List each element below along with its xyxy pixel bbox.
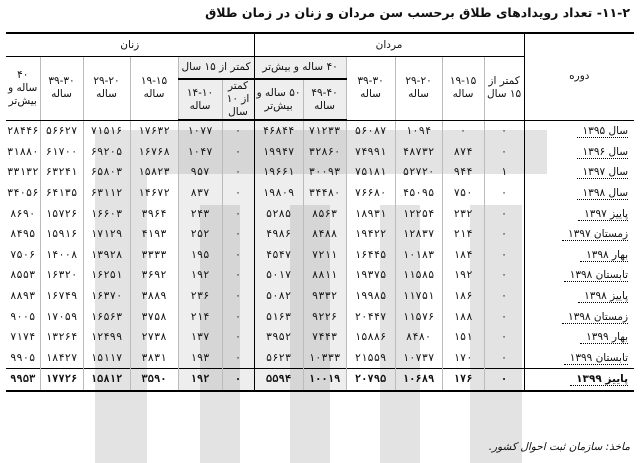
period-cell	[524, 327, 634, 348]
period-cell	[524, 348, 634, 369]
value-cell: ۱۸۴	[442, 245, 484, 266]
value-cell: ۲۳۶	[178, 286, 222, 307]
value-cell: ۱۶۷۴۹	[40, 286, 83, 307]
value-cell: ۱۷۰۵۹	[40, 306, 83, 327]
value-cell: ۱۹۸۰۹	[254, 183, 303, 204]
table-row	[6, 348, 634, 369]
value-cell: ۰	[222, 369, 254, 391]
value-cell: ۰	[484, 142, 524, 163]
period-label: زمستان ۱۳۹۷	[562, 228, 628, 241]
men-col-header: ۱۹-۱۵ ساله	[442, 57, 484, 121]
value-cell: ۱۸۴۲۷	[40, 348, 83, 369]
value-cell: ۳۸۳۱	[130, 348, 178, 369]
value-cell: ۱۹۳	[178, 348, 222, 369]
value-cell: ۹۹۵۳	[6, 369, 40, 391]
women-col-header: ۴۰ ساله و بیش‌تر	[6, 57, 40, 121]
value-cell: ۸۴۸۸	[303, 224, 346, 245]
value-cell: ۵۱۶۳	[254, 306, 303, 327]
value-cell: ۱۰۰۱۹	[303, 369, 346, 391]
period-label: پاییز ۱۳۹۸	[578, 290, 628, 303]
table-row	[6, 306, 634, 327]
period-cell	[524, 286, 634, 307]
value-cell: ۲۱۵۵۹	[346, 348, 395, 369]
women-col-header: ۱۴-۱۰ ساله	[178, 79, 222, 120]
value-cell: ۱۴۰۰۸	[40, 245, 83, 266]
value-cell: ۹۵۷	[178, 162, 222, 183]
value-cell: ۹۲۲۶	[303, 306, 346, 327]
value-cell: ۱۵۱	[442, 327, 484, 348]
period-cell	[524, 265, 634, 286]
value-cell: ۷۴۴۳	[303, 327, 346, 348]
value-cell: ۳۸۸۹	[130, 286, 178, 307]
period-label: بهار ۱۳۹۸	[580, 249, 628, 262]
value-cell: ۱۱۷۵۱	[395, 286, 442, 307]
value-cell: ۳۳۳۳	[130, 245, 178, 266]
value-cell: ۰	[442, 120, 484, 142]
value-cell: ۱۶۳۲۰	[40, 265, 83, 286]
women-under15-header: کمتر از ۱۵ سال	[178, 57, 254, 80]
value-cell: ۱۵۱۱۷	[83, 348, 130, 369]
value-cell: ۰	[222, 348, 254, 369]
value-cell: ۷۵۰	[442, 183, 484, 204]
value-cell: ۴۵۰۹۵	[395, 183, 442, 204]
value-cell: ۲۱۴	[178, 306, 222, 327]
value-cell: ۸۵۵۳	[10, 269, 36, 282]
table-row	[6, 369, 634, 391]
women-col-header: ۲۹-۲۰ ساله	[83, 57, 130, 121]
value-cell: ۱۸۶	[442, 286, 484, 307]
value-cell: ۱۳۷	[178, 327, 222, 348]
value-cell: ۳۲۸۶۰	[303, 142, 346, 163]
value-cell: ۸۴۸۰	[395, 327, 442, 348]
value-cell: ۵۶۲۳	[254, 348, 303, 369]
value-cell: ۵۵۹۴	[254, 369, 303, 391]
value-cell: ۱۵۸۸۶	[346, 327, 395, 348]
value-cell: ۷۵۰۶	[10, 248, 36, 261]
value-cell: ۳۶۹۲	[130, 265, 178, 286]
value-cell: ۰	[484, 183, 524, 204]
value-cell: ۱۰۴۷	[178, 142, 222, 163]
women-group-header: زنان	[6, 33, 254, 57]
value-cell: ۶۹۲۰۵	[83, 142, 130, 163]
period-cell	[524, 183, 634, 204]
period-cell	[524, 162, 634, 183]
women-col-header: ۱۹-۱۵ ساله	[130, 57, 178, 121]
value-cell: ۳۴۴۸۰	[303, 183, 346, 204]
value-cell: ۴۵۴۷	[254, 245, 303, 266]
value-cell: ۵۲۸۵	[254, 203, 303, 224]
table-row	[6, 224, 634, 245]
divorce-table	[6, 32, 634, 392]
value-cell: ۷۵۱۸۱	[346, 162, 395, 183]
value-cell: ۲۷۳۸	[130, 327, 178, 348]
value-cell: ۳۹۵۲	[254, 327, 303, 348]
value-cell: ۳۵۹۰	[130, 369, 178, 391]
men-col-header: ۴۹-۴۰ ساله	[303, 79, 346, 120]
value-cell: ۱۷۱۲۹	[83, 224, 130, 245]
men-group-header: مردان	[254, 33, 524, 57]
period-label: سال ۱۳۹۵	[577, 125, 629, 138]
value-cell: ۵۶۰۸۷	[346, 120, 395, 142]
table-row	[6, 327, 634, 348]
period-label: سال ۱۳۹۸	[577, 187, 629, 200]
table-row	[6, 245, 634, 266]
value-cell: ۱۱۵۷۶	[395, 306, 442, 327]
value-cell: ۰	[222, 162, 254, 183]
value-cell: ۱۹۵	[178, 245, 222, 266]
value-cell: ۱۹۲	[178, 369, 222, 391]
value-cell: ۰	[484, 120, 524, 142]
value-cell: ۵۲۷۲۰	[395, 162, 442, 183]
men-col-header: کمتر از ۱۵ سال	[484, 57, 524, 121]
value-cell: ۳۹۶۴	[130, 203, 178, 224]
value-cell: ۰	[222, 203, 254, 224]
value-cell: ۳۱۸۸۰	[6, 145, 39, 158]
value-cell: ۲۱۴	[442, 224, 484, 245]
value-cell: ۷۴۹۹۱	[346, 142, 395, 163]
value-cell: ۶۴۱۳۵	[40, 183, 83, 204]
value-cell: ۰	[484, 245, 524, 266]
value-cell: ۴۸۷۳۲	[395, 142, 442, 163]
table-row	[6, 265, 634, 286]
value-cell: ۱۰۷۷	[178, 120, 222, 142]
value-cell: ۱۲۸۳۷	[395, 224, 442, 245]
table-body	[6, 120, 634, 391]
period-label: سال ۱۳۹۷	[577, 166, 629, 179]
period-label: بهار ۱۳۹۹	[580, 331, 628, 344]
value-cell: ۱۲۲۵۴	[395, 203, 442, 224]
table-title: ۱۱-۲- تعداد رویدادهای طلاق برحسب سن مردان و زنان در زمان طلاق	[205, 5, 630, 20]
value-cell: ۱۹۹۸۵	[346, 286, 395, 307]
value-cell: ۱۶۵۶۳	[83, 306, 130, 327]
value-cell: ۸۶۹۰	[10, 207, 36, 220]
value-cell: ۱۶۷۶۸	[130, 142, 178, 163]
value-cell: ۵۰۸۲	[254, 286, 303, 307]
value-cell: ۸۵۶۳	[303, 203, 346, 224]
value-cell: ۰	[222, 120, 254, 142]
value-cell: ۲۳۲	[442, 203, 484, 224]
value-cell: ۲۴۳	[178, 203, 222, 224]
value-cell: ۱۵۸۲۳	[130, 162, 178, 183]
value-cell: ۴۹۸۶	[254, 224, 303, 245]
value-cell: ۱۵۷۲۶	[40, 203, 83, 224]
value-cell: ۷۱۷۴	[10, 331, 36, 344]
value-cell: ۵۶۶۲۷	[40, 120, 83, 142]
value-cell: ۱۹۲	[442, 265, 484, 286]
value-cell: ۱۹۹۴۷	[254, 142, 303, 163]
value-cell: ۲۸۴۴۶	[6, 125, 39, 138]
women-col-header: ۳۹-۳۰ ساله	[40, 57, 83, 121]
value-cell: ۰	[222, 265, 254, 286]
value-cell: ۷۱۵۱۶	[83, 120, 130, 142]
value-cell: ۷۱۲۳۳	[303, 120, 346, 142]
value-cell: ۱۰۷۳۷	[395, 348, 442, 369]
value-cell: ۶۳۱۱۲	[83, 183, 130, 204]
value-cell: ۲۰۷۹۵	[346, 369, 395, 391]
value-cell: ۴۱۹۳	[130, 224, 178, 245]
value-cell: ۰	[484, 348, 524, 369]
value-cell: ۱۸۸	[442, 306, 484, 327]
value-cell: ۰	[222, 306, 254, 327]
value-cell: ۰	[484, 306, 524, 327]
value-cell: ۱۷۷۲۶	[40, 369, 83, 391]
value-cell: ۱۷۰	[442, 348, 484, 369]
value-cell: ۱۸۹۳۱	[346, 203, 395, 224]
men-col-header: ۳۹-۳۰ ساله	[346, 57, 395, 121]
value-cell: ۱۶۶۰۳	[83, 203, 130, 224]
period-label: تابستان ۱۳۹۸	[564, 269, 628, 282]
value-cell: ۱۷۶۳۲	[130, 120, 178, 142]
value-cell: ۷۶۶۸۰	[346, 183, 395, 204]
value-cell: ۱۹۶۶۱	[254, 162, 303, 183]
value-cell: ۳۰۰۹۳	[303, 162, 346, 183]
value-cell: ۰	[222, 224, 254, 245]
value-cell: ۵۰۱۷	[254, 265, 303, 286]
value-cell: ۰	[484, 224, 524, 245]
value-cell: ۱۶۴۴۵	[346, 245, 395, 266]
value-cell: ۱۴۶۷۲	[130, 183, 178, 204]
value-cell: ۰	[484, 286, 524, 307]
value-cell: ۱۹۲	[178, 265, 222, 286]
value-cell: ۱۰۳۳۳	[303, 348, 346, 369]
value-cell: ۹۰۰۵	[10, 310, 36, 323]
value-cell: ۰	[222, 183, 254, 204]
value-cell: ۱۰۶۸۹	[395, 369, 442, 391]
period-cell	[524, 224, 634, 245]
value-cell: ۶۳۲۴۱	[40, 162, 83, 183]
value-cell: ۲۰۴۴۷	[346, 306, 395, 327]
value-cell: ۱۹۳۷۵	[346, 265, 395, 286]
value-cell: ۹۳۳۲	[303, 286, 346, 307]
value-cell: ۱۹۴۲۲	[346, 224, 395, 245]
period-label: تابستان ۱۳۹۹	[564, 352, 628, 365]
value-cell: ۳۷۵۸	[130, 306, 178, 327]
period-cell	[524, 120, 634, 142]
period-cell	[524, 306, 634, 327]
period-label: سال ۱۳۹۶	[577, 146, 629, 159]
value-cell: ۱۰۱۸۳	[395, 245, 442, 266]
value-cell: ۰	[222, 245, 254, 266]
value-cell: ۱۵۹۱۶	[40, 224, 83, 245]
value-cell: ۰	[222, 327, 254, 348]
value-cell: ۳۳۱۳۲	[6, 166, 39, 179]
value-cell: ۲۵۲	[178, 224, 222, 245]
value-cell: ۴۶۸۴۴	[254, 120, 303, 142]
value-cell: ۱۳۹۲۸	[83, 245, 130, 266]
women-col-header: کمتر از ۱۰ سال	[222, 79, 254, 120]
value-cell: ۰	[222, 286, 254, 307]
value-cell: ۱۲۴۹۹	[83, 327, 130, 348]
table-row	[6, 142, 634, 163]
value-cell: ۳۴۰۵۶	[6, 187, 39, 200]
period-label: زمستان ۱۳۹۸	[562, 311, 628, 324]
period-label: پاییز ۱۳۹۷	[578, 208, 628, 221]
period-cell	[524, 245, 634, 266]
period-cell	[524, 369, 634, 391]
value-cell: ۹۹۰۵	[10, 351, 36, 364]
value-cell: ۰	[484, 265, 524, 286]
value-cell: ۸۴۹۵	[10, 228, 36, 241]
source-note: ماخذ: سازمان ثبت احوال کشور.	[488, 441, 630, 453]
table-row	[6, 162, 634, 183]
period-cell	[524, 203, 634, 224]
value-cell: ۱۶۳۷۰	[83, 286, 130, 307]
value-cell: ۸۸۱۱	[303, 265, 346, 286]
value-cell: ۱۰۹۴	[395, 120, 442, 142]
table-row	[6, 203, 634, 224]
value-cell: ۱۱۵۸۵	[395, 265, 442, 286]
value-cell: ۶۱۷۰۰	[40, 142, 83, 163]
value-cell: ۱۶۲۵۱	[83, 265, 130, 286]
table-row	[6, 120, 634, 142]
period-header: دوره	[524, 33, 634, 120]
table-row	[6, 286, 634, 307]
value-cell: ۰	[484, 203, 524, 224]
men-40plus-header: ۴۰ ساله و بیش‌تر	[254, 57, 346, 80]
value-cell: ۸۷۴	[442, 142, 484, 163]
value-cell: ۶۵۸۰۳	[83, 162, 130, 183]
value-cell: ۱	[484, 162, 524, 183]
men-col-header: ۲۹-۲۰ ساله	[395, 57, 442, 121]
value-cell: ۹۴۴	[442, 162, 484, 183]
value-cell: ۸۳۷	[178, 183, 222, 204]
value-cell: ۸۸۹۳	[10, 290, 36, 303]
value-cell: ۷۲۱۱	[303, 245, 346, 266]
period-label: پاییز ۱۳۹۹	[570, 373, 628, 386]
value-cell: ۰	[484, 369, 524, 391]
value-cell: ۱۷۶	[442, 369, 484, 391]
value-cell: ۱۳۲۶۴	[40, 327, 83, 348]
value-cell: ۱۵۸۱۲	[83, 369, 130, 391]
men-col-header: ۵۰ ساله و بیش‌تر	[254, 79, 303, 120]
period-cell	[524, 142, 634, 163]
value-cell: ۰	[222, 142, 254, 163]
value-cell: ۰	[484, 327, 524, 348]
table-row	[6, 183, 634, 204]
